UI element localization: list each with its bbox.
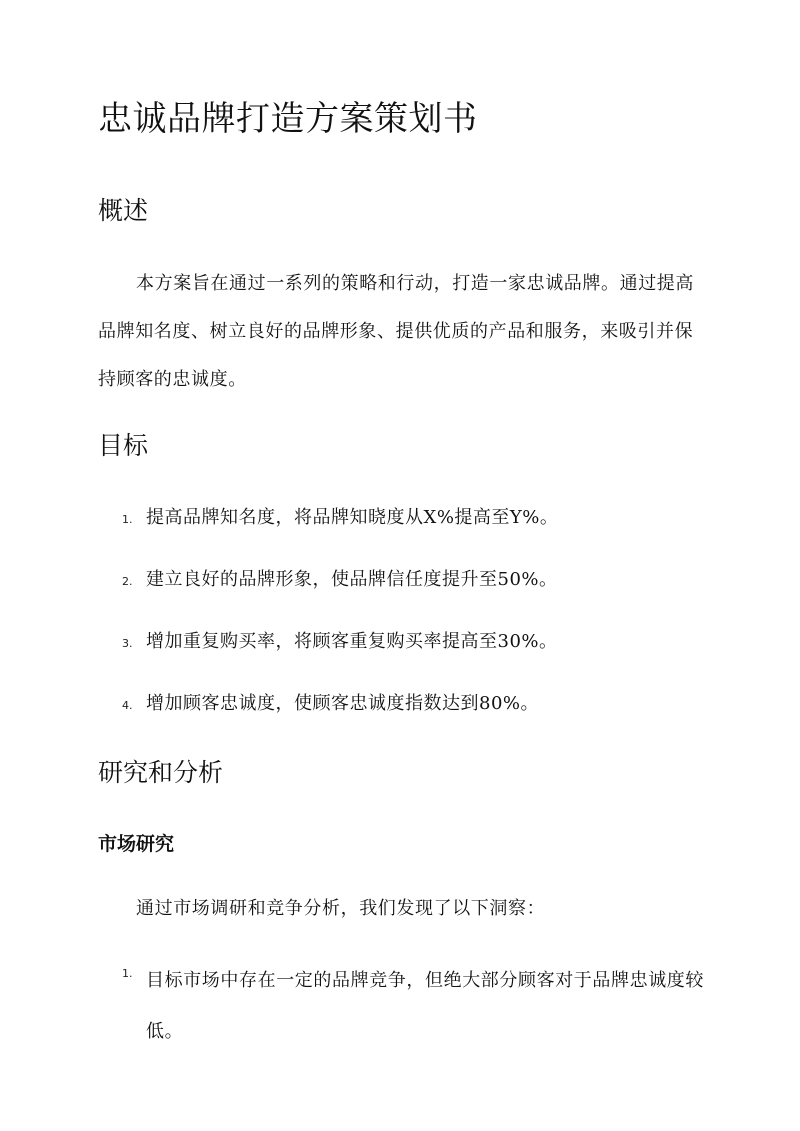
overview-heading: 概述	[98, 196, 149, 225]
goal-text: 增加顾客忠诚度，使顾客忠诚度指数达到80%。	[146, 693, 540, 714]
goal-number: 1.	[122, 513, 133, 526]
goal-number: 2.	[122, 575, 133, 588]
goal-list-item	[98, 620, 718, 682]
goal-number: 3.	[122, 637, 133, 650]
goal-text: 提高品牌知名度，将品牌知晓度从X%提高至Y%。	[146, 507, 559, 528]
goal-list-item	[98, 558, 718, 620]
goals-heading: 目标	[98, 431, 149, 460]
market-research-intro: 通过市场调研和竞争分析，我们发现了以下洞察：	[136, 898, 546, 919]
goal-text: 增加重复购买率，将顾客重复购买率提高至30%。	[146, 631, 558, 652]
market-insight-number: 1.	[122, 967, 133, 980]
goal-list-item	[98, 496, 718, 558]
goal-number: 4.	[122, 699, 133, 712]
market-research-heading: 市场研究	[98, 833, 175, 855]
goal-list-item	[98, 682, 718, 744]
market-insight-item	[98, 955, 718, 1057]
document-title: 忠诚品牌打造方案策划书	[98, 99, 478, 139]
market-insight-text: 目标市场中存在一定的品牌竞争，但绝大部分顾客对于品牌忠诚度较低。	[146, 970, 704, 1042]
research-analysis-heading: 研究和分析	[98, 758, 224, 787]
goal-text: 建立良好的品牌形象，使品牌信任度提升至50%。	[146, 569, 558, 590]
overview-paragraph: 本方案旨在通过一系列的策略和行动，打造一家忠诚品牌。通过提高品牌知名度、树立良好的品牌形象、提供优质的产品和服务，来吸引并保持顾客的忠诚度。	[98, 273, 694, 390]
goals-list	[98, 496, 718, 744]
market-insight-list	[98, 955, 718, 1057]
